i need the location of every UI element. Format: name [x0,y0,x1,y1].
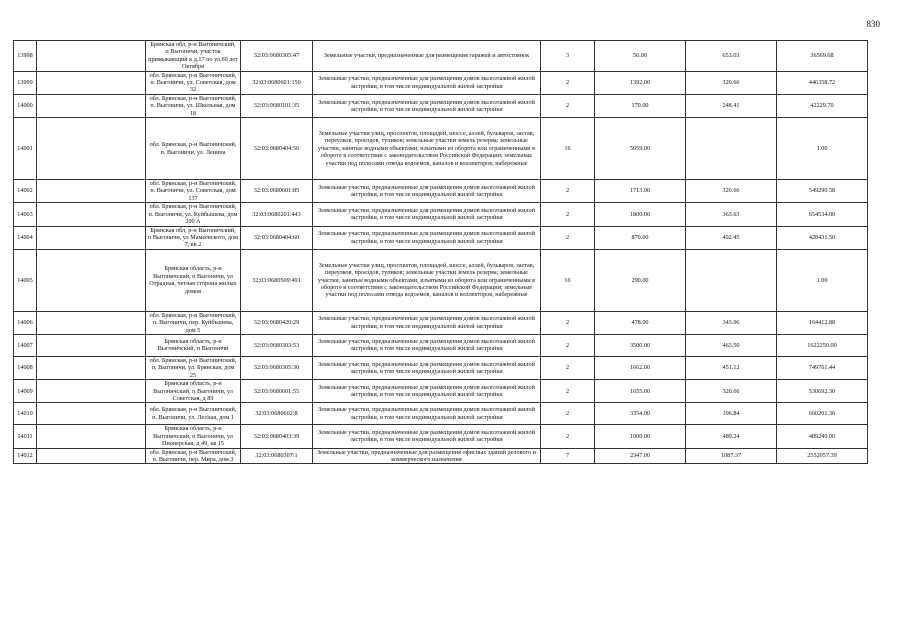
table-row [14,180,868,203]
cell-area: 1000.00 [595,425,686,448]
cell-cadastral-number: 32:03:0680420:29 [241,311,313,334]
cell-group: 16 [541,118,595,180]
cell-group: 16 [541,249,595,311]
cell-area: 3354.00 [595,403,686,425]
cell-group: 2 [541,311,595,334]
cell-area: 3500.00 [595,334,686,356]
cell-record-number: 14009 [14,380,37,403]
cell-cadastral-number: 32:03:0680404:60 [241,226,313,249]
cell-specific-value [686,118,777,180]
cell-group: 2 [541,226,595,249]
cell-area: 170.00 [595,94,686,117]
table-row [14,425,868,448]
cell-usage-type: Земельные участки, предназначенные для размещения домов малоэтажной жилой застройки, в том числе индивидуальной жилой застройки [313,226,541,249]
cell-cadastral-value: 1622250.00 [777,334,868,356]
table-row [14,448,868,464]
cell-specific-value: 196.84 [686,403,777,425]
cell-address: Брянская область, р-н Выгоничский, п Выгоничи, ул Пионерская, д 49, кв 15 [146,425,241,448]
table-row [14,118,868,180]
cell-blank [37,448,146,464]
cell-record-number: 13998 [14,41,37,72]
cell-area: 2347.00 [595,448,686,464]
cell-cadastral-value: 2552057.39 [777,448,868,464]
cell-cadastral-number: 32:03:0680601:150 [241,71,313,94]
page-number: 830 [866,19,880,29]
cell-blank [37,425,146,448]
cell-record-number: 14003 [14,203,37,226]
cell-address: Брянская область, р-н Выгоничский, п Выгоничи [146,334,241,356]
cell-blank [37,180,146,203]
cell-usage-type: Земельные участки улиц, проспектов, площадей, шоссе, аллей, бульваров, застав, переулков, проездов, тупиков; земельные участки земель резерва; земельные участки, занятые водными объектами, изъятыми из оборота или ограниченными в обороте в соответствии с законодательством Российской Федерации; земельные участки под полосами отвода водоемов, каналов и коллекторов, набережные [313,249,541,311]
table-row [14,380,868,403]
cell-usage-type: Земельные участки, предназначенные для размещения домов малоэтажной жилой застройки, в том числе индивидуальной жилой застройки [313,203,541,226]
cell-blank [37,380,146,403]
cell-address: Брянская область, р-н Выгоничский, п Выгоничи, ул Советская, д 89 [146,380,241,403]
cell-cadastral-number: 32:03:0680403:39 [241,425,313,448]
cell-cadastral-number: 32:03:0680404:56 [241,118,313,180]
cell-specific-value: 489.24 [686,425,777,448]
cell-cadastral-number: 32:03:0680305:30 [241,356,313,379]
cell-record-number: 14012 [14,448,37,464]
table-row [14,403,868,425]
cell-area: 5059.00 [595,118,686,180]
table-row [14,94,868,117]
cell-area: 870.00 [595,226,686,249]
cell-address: Брянская обл, р-н Выгоничский, п Выгоничи, ул Мамеевского, дом 7, кв 2 [146,226,241,249]
cell-blank [37,249,146,311]
cell-group: 7 [541,448,595,464]
cell-group: 2 [541,180,595,203]
cell-cadastral-number: 32:03:0680303:53 [241,334,313,356]
cell-cadastral-value: 1.00 [777,118,868,180]
cell-blank [37,71,146,94]
cell-address: Брянская обл, р-н Выгоничский, п Выгоничи, участок примыкающий к д.17 по ул.60 лет Октября [146,41,241,72]
cell-specific-value: 653.03 [686,41,777,72]
cell-usage-type: Земельные участки, предназначенные для размещения гаражей и автостоянок [313,41,541,72]
cell-address: обл. Брянская, р-н Выгоничский, п. Выгоничи, ул. Советская, дом 32 [146,71,241,94]
cell-record-number: 13999 [14,71,37,94]
cell-blank [37,41,146,72]
cell-usage-type: Земельные участки, предназначенные для размещения офисных зданий делового и коммерческого назначения [313,448,541,464]
cell-cadastral-value: 660201.36 [777,403,868,425]
cell-group: 2 [541,356,595,379]
table-row [14,41,868,72]
cell-cadastral-number: 32:03:0680305:47 [241,41,313,72]
cell-cadastral-number: 32:03:0680509:491 [241,249,313,311]
table-row [14,249,868,311]
cell-usage-type: Земельные участки, предназначенные для размещения домов малоэтажной жилой застройки, в том числе индивидуальной жилой застройки [313,334,541,356]
cell-blank [37,334,146,356]
cell-specific-value: 363.63 [686,203,777,226]
cell-cadastral-number: 32:03:0680601:55 [241,380,313,403]
cell-usage-type: Земельные участки, предназначенные для размещения домов малоэтажной жилой застройки, в том числе индивидуальной жилой застройки [313,311,541,334]
cell-address: обл. Брянская, р-н Выгоничский, п. Выгоничи, ул. Советская, дом 137 [146,180,241,203]
table-row [14,203,868,226]
cell-area: 1662.00 [595,356,686,379]
cell-area: 56.00 [595,41,686,72]
cell-cadastral-value: 549290.58 [777,180,868,203]
cadastral-value-table [13,40,868,464]
cell-area: 290.00 [595,249,686,311]
table-row [14,71,868,94]
cell-group: 2 [541,71,595,94]
cell-cadastral-value: 446358.72 [777,71,868,94]
cell-area: 1655.00 [595,380,686,403]
cell-usage-type: Земельные участки, предназначенные для размещения домов малоэтажной жилой застройки, в том числе индивидуальной жилой застройки [313,380,541,403]
cell-specific-value: 320.66 [686,71,777,94]
cell-specific-value: 492.45 [686,226,777,249]
cell-cadastral-number: 32:03:0680201:443 [241,203,313,226]
cell-blank [37,403,146,425]
cell-area: 1800.00 [595,203,686,226]
cell-address: обл. Брянская, р-н Выгоничский, п. Выгоничи, ул. Школьная, дом 18 [146,94,241,117]
cell-cadastral-number: 32:03:0680307:1 [241,448,313,464]
cell-blank [37,311,146,334]
cell-address: обл. Брянская, р-н Выгоничский, п. Выгоничи, ул. Брянская, дом 25 [146,356,241,379]
cell-cadastral-value: 428431.50 [777,226,868,249]
cell-blank [37,203,146,226]
cell-cadastral-value: 654534.00 [777,203,868,226]
cell-usage-type: Земельные участки, предназначенные для размещения домов малоэтажной жилой застройки, в том числе индивидуальной жилой застройки [313,71,541,94]
cell-cadastral-value: 1.00 [777,249,868,311]
cell-specific-value: 320.66 [686,380,777,403]
cell-group: 3 [541,41,595,72]
cell-usage-type: Земельные участки, предназначенные для размещения домов малоэтажной жилой застройки, в том числе индивидуальной жилой застройки [313,425,541,448]
cell-group: 2 [541,94,595,117]
cell-usage-type: Земельные участки, предназначенные для размещения домов малоэтажной жилой застройки, в том числе индивидуальной жилой застройки [313,94,541,117]
cell-area: 1713.00 [595,180,686,203]
cell-record-number: 14008 [14,356,37,379]
cell-group: 2 [541,425,595,448]
cell-usage-type: Земельные участки, предназначенные для размещения домов малоэтажной жилой застройки, в том числе индивидуальной жилой застройки [313,403,541,425]
cell-record-number: 14010 [14,403,37,425]
table-body [14,41,868,464]
cell-record-number: 14005 [14,249,37,311]
cell-area: 1392.00 [595,71,686,94]
cell-group: 2 [541,380,595,403]
cell-cadastral-number: 32:03:0680601:85 [241,180,313,203]
cell-record-number: 14002 [14,180,37,203]
cell-address: обл. Брянская, р-н Выгоничский, п. Выгоничи, ул. Куйбышева, дом 200 А [146,203,241,226]
cell-cadastral-number: 32:03:0680602:8 [241,403,313,425]
table-row [14,356,868,379]
cell-cadastral-value: 36569.68 [777,41,868,72]
table-row [14,334,868,356]
table-row [14,311,868,334]
cell-specific-value: 463.50 [686,334,777,356]
cell-usage-type: Земельные участки, предназначенные для размещения домов малоэтажной жилой застройки, в том числе индивидуальной жилой застройки [313,180,541,203]
cell-cadastral-number: 32:03:0680101:35 [241,94,313,117]
cell-address: обл. Брянская, р-н Выгоничский, п. Выгоничи, пер. Куйбышева, дом 5 [146,311,241,334]
cell-record-number: 14011 [14,425,37,448]
cell-area: 478.00 [595,311,686,334]
cell-blank [37,226,146,249]
cell-address: обл. Брянская, р-н Выгоничский, п. Выгоничи, ул. Лесная, дом 1 [146,403,241,425]
cell-record-number: 14007 [14,334,37,356]
cell-cadastral-value: 530692.30 [777,380,868,403]
cell-cadastral-value: 164412.88 [777,311,868,334]
cell-cadastral-value: 749761.44 [777,356,868,379]
cell-specific-value: 248.41 [686,94,777,117]
cell-specific-value [686,249,777,311]
cell-blank [37,356,146,379]
cell-record-number: 14006 [14,311,37,334]
cell-specific-value: 320.66 [686,180,777,203]
cell-blank [37,94,146,117]
cell-specific-value: 1087.37 [686,448,777,464]
cell-specific-value: 343.96 [686,311,777,334]
cell-record-number: 14001 [14,118,37,180]
cell-address: Брянская область, р-н Выгоничский, п Выгоничи, ул Отрадная, четная сторона жилых домов [146,249,241,311]
cell-specific-value: 451.12 [686,356,777,379]
cell-usage-type: Земельные участки, предназначенные для размещения домов малоэтажной жилой застройки, в том числе индивидуальной жилой застройки [313,356,541,379]
cell-cadastral-value: 489240.00 [777,425,868,448]
cell-record-number: 14004 [14,226,37,249]
cell-usage-type: Земельные участки улиц, проспектов, площадей, шоссе, аллей, бульваров, застав, переулков, проездов, тупиков; земельные участки земель резерва; земельные участки, занятые водными объектами, изъятыми из оборота или ограниченными в обороте в соответствии с законодательством Российской Федерации; земельные участки под полосами отвода водоемов, каналов и коллекторов, набережные [313,118,541,180]
cell-address: обл. Брянская, р-н Выгоничский, п. Выгоничи, пер. Мира, дом 3 [146,448,241,464]
cell-blank [37,118,146,180]
table-row [14,226,868,249]
cell-group: 2 [541,403,595,425]
cell-cadastral-value: 42229.70 [777,94,868,117]
cell-address: обл. Брянская, р-н Выгоничский, п. Выгоничи, ул. Ленина [146,118,241,180]
cell-group: 2 [541,334,595,356]
cell-group: 2 [541,203,595,226]
cell-record-number: 14000 [14,94,37,117]
